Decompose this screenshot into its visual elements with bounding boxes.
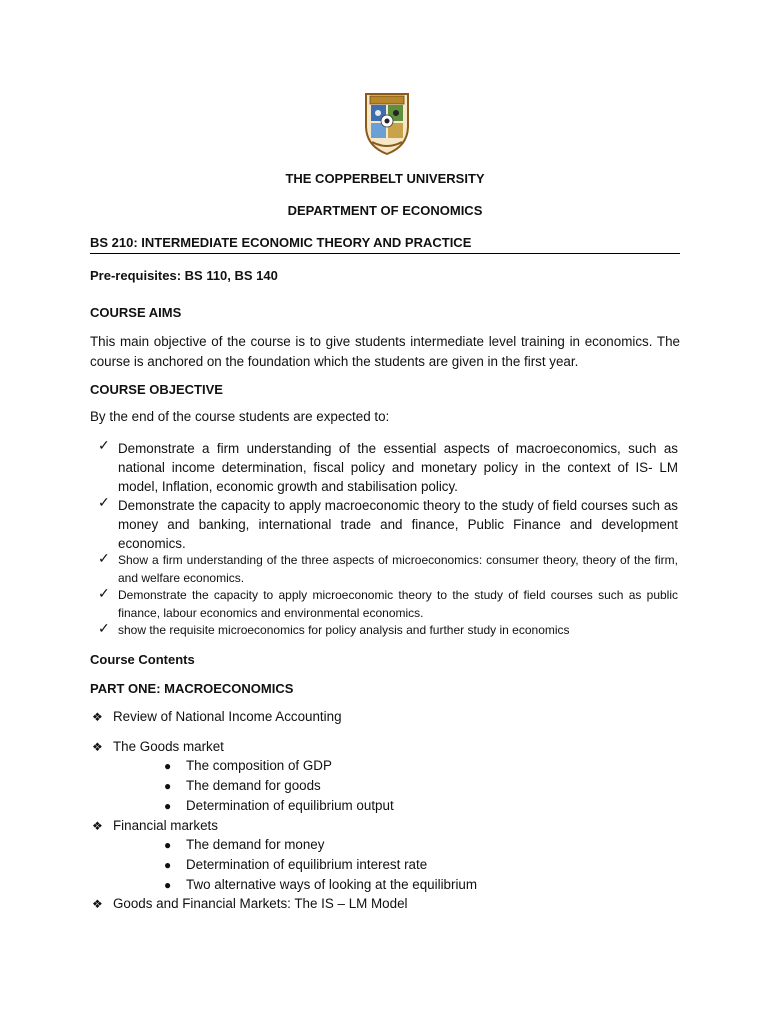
subtopic-item: Determination of equilibrium interest rate xyxy=(186,857,428,872)
dot-bullet-icon: ● xyxy=(164,759,172,773)
part-one-heading: PART ONE: MACROECONOMICS xyxy=(90,681,294,696)
topic-item: The Goods market xyxy=(113,739,224,754)
course-contents-heading: Course Contents xyxy=(90,652,195,667)
course-objective-heading: COURSE OBJECTIVE xyxy=(90,382,223,397)
objective-item: Demonstrate the capacity to apply microeconomic theory to the study of field courses such as public finance, labour economics and environmental economics. xyxy=(118,588,678,620)
dot-bullet-icon: ● xyxy=(164,838,172,852)
prerequisites: Pre-requisites: BS 110, BS 140 xyxy=(90,268,278,283)
dot-bullet-icon: ● xyxy=(164,858,172,872)
checkmark-icon: ✓ xyxy=(98,550,110,566)
topic-item: Review of National Income Accounting xyxy=(113,709,342,724)
objective-item: Show a firm understanding of the three aspects of microeconomics: consumer theory, theory of the firm, and welfare economics. xyxy=(118,553,678,585)
subtopic-item: The demand for money xyxy=(186,837,325,852)
dot-bullet-icon: ● xyxy=(164,878,172,892)
diamond-bullet-icon: ❖ xyxy=(92,897,103,911)
university-name: THE COPPERBELT UNIVERSITY xyxy=(285,171,485,186)
subtopic-item: The demand for goods xyxy=(186,778,321,793)
course-aims-heading: COURSE AIMS xyxy=(90,305,182,320)
objective-intro: By the end of the course students are expected to: xyxy=(90,409,390,424)
department-name: DEPARTMENT OF ECONOMICS xyxy=(287,203,483,218)
title-divider xyxy=(90,253,680,254)
objective-item: show the requisite microeconomics for policy analysis and further study in economics xyxy=(118,623,570,637)
university-crest-logo xyxy=(362,90,412,156)
checkmark-icon: ✓ xyxy=(98,437,110,453)
objective-item: Demonstrate the capacity to apply macroeconomic theory to the study of field courses such as money and banking, international trade and finance, Public Finance and development economics. xyxy=(118,498,678,551)
dot-bullet-icon: ● xyxy=(164,799,172,813)
checkmark-icon: ✓ xyxy=(98,585,110,601)
objective-item: Demonstrate a firm understanding of the essential aspects of macroeconomics, such as national income determination, fiscal policy and monetary policy in the context of IS- LM model, Inflation, economic growth and stabilisation policy. xyxy=(118,441,678,494)
diamond-bullet-icon: ❖ xyxy=(92,710,103,724)
topic-item: Goods and Financial Markets: The IS – LM Model xyxy=(113,896,408,911)
diamond-bullet-icon: ❖ xyxy=(92,819,103,833)
subtopic-item: Determination of equilibrium output xyxy=(186,798,394,813)
dot-bullet-icon: ● xyxy=(164,779,172,793)
topic-item: Financial markets xyxy=(113,818,218,833)
course-aims-text: This main objective of the course is to give students intermediate level training in economics. The course is anchored on the foundation which the students are given in the first year. xyxy=(90,334,680,369)
diamond-bullet-icon: ❖ xyxy=(92,740,103,754)
subtopic-item: The composition of GDP xyxy=(186,758,332,773)
subtopic-item: Two alternative ways of looking at the equilibrium xyxy=(186,877,478,892)
checkmark-icon: ✓ xyxy=(98,494,110,510)
checkmark-icon: ✓ xyxy=(98,620,110,636)
course-title: BS 210: INTERMEDIATE ECONOMIC THEORY AND PRACTICE xyxy=(90,235,472,250)
